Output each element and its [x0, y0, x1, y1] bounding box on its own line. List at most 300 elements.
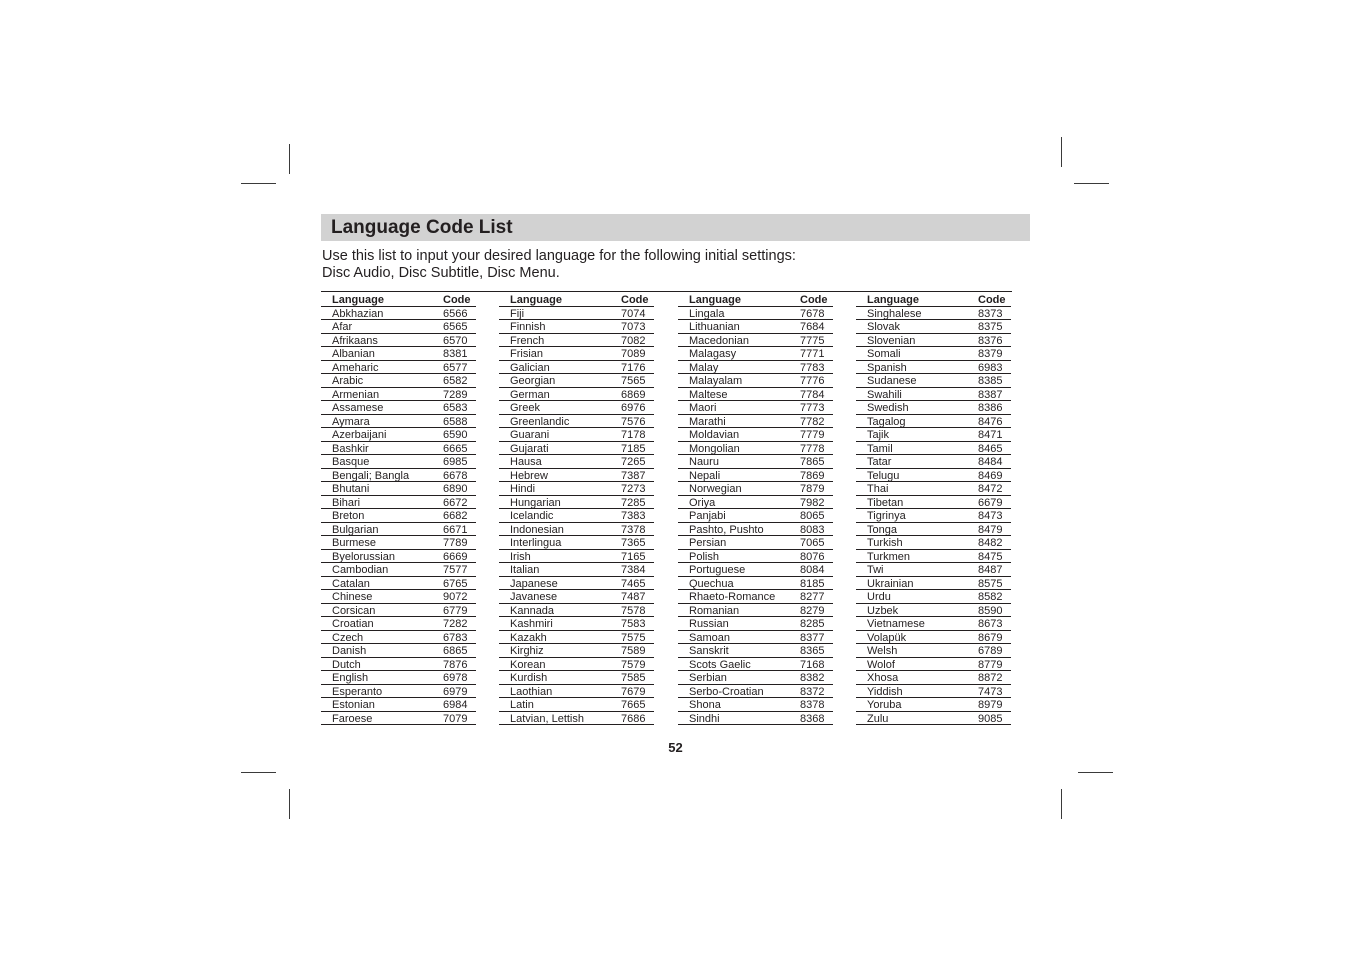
language-name: Corsican [332, 604, 376, 617]
table-row [321, 482, 476, 496]
language-code: 7778 [800, 442, 825, 455]
language-name: Polish [689, 550, 719, 563]
language-name: Sanskrit [689, 645, 729, 657]
language-name: Javanese [510, 591, 558, 603]
language-code: 6671 [443, 523, 468, 536]
table-column [321, 293, 476, 725]
table-row [856, 388, 1011, 402]
language-name: Dutch [332, 658, 361, 671]
language-code: 8471 [978, 429, 1003, 441]
language-code: 8575 [978, 577, 1003, 590]
table-row [678, 469, 833, 483]
language-code: 7771 [800, 348, 825, 360]
table-row [856, 442, 1011, 456]
language-code: 8487 [978, 564, 1003, 576]
language-code: 6566 [443, 307, 468, 320]
language-name: Latin [510, 699, 534, 711]
language-name: Galician [510, 361, 550, 374]
crop-mark [241, 183, 276, 184]
table-row [856, 374, 1011, 388]
table-row [856, 334, 1011, 348]
language-code: 7684 [800, 321, 825, 333]
language-code: 7178 [621, 429, 646, 441]
table-row [678, 455, 833, 469]
language-code: 6672 [443, 496, 468, 509]
language-code: 8365 [800, 645, 825, 657]
language-code: 8872 [978, 672, 1003, 684]
table-row [499, 347, 654, 361]
table-top-rule [321, 291, 1012, 292]
table-column [678, 293, 833, 725]
language-name: Tatar [867, 456, 892, 468]
language-code: 6869 [621, 388, 646, 401]
language-code: 6679 [978, 496, 1003, 509]
language-code: 7773 [800, 402, 825, 414]
language-name: Samoan [689, 631, 730, 644]
language-code: 7779 [800, 429, 825, 441]
table-row [678, 482, 833, 496]
table-row [321, 698, 476, 712]
language-name: Somali [867, 348, 901, 360]
table-row [321, 415, 476, 429]
table-row [499, 671, 654, 685]
table-row [321, 631, 476, 645]
table-row [856, 698, 1011, 712]
language-name: Rhaeto-Romance [689, 591, 776, 603]
language-name: Sindhi [689, 712, 720, 725]
table-row [499, 482, 654, 496]
language-name: Thai [867, 483, 889, 495]
language-code: 7065 [800, 537, 825, 549]
table-row [678, 604, 833, 618]
table-row [678, 550, 833, 564]
table-row [321, 334, 476, 348]
table-row [678, 617, 833, 631]
table-row [856, 347, 1011, 361]
table-row [321, 496, 476, 510]
table-row [499, 388, 654, 402]
table-row [678, 347, 833, 361]
table-row [678, 415, 833, 429]
language-code: 8379 [978, 348, 1003, 360]
language-name: Georgian [510, 375, 556, 387]
table-row [499, 631, 654, 645]
language-code: 8377 [800, 631, 825, 644]
table-row [321, 523, 476, 537]
language-name: Fiji [510, 307, 525, 320]
language-code: 8590 [978, 604, 1003, 617]
table-row [499, 361, 654, 375]
table-row [856, 496, 1011, 510]
language-code: 8673 [978, 618, 1003, 630]
language-name: Malay [689, 361, 719, 374]
language-code: 8381 [443, 348, 468, 360]
table-row [678, 698, 833, 712]
language-name: Latvian, Lettish [510, 712, 584, 725]
language-name: Telugu [867, 469, 900, 482]
table-row [321, 536, 476, 550]
language-name: Yiddish [867, 685, 903, 698]
table-row [856, 671, 1011, 685]
language-name: Basque [332, 456, 370, 468]
language-code: 7378 [621, 523, 646, 536]
language-code: 7982 [800, 496, 825, 509]
language-name: Interlingua [510, 537, 562, 549]
table-row [321, 320, 476, 334]
language-name: Xhosa [867, 672, 899, 684]
header-language: Language [867, 294, 919, 306]
table-row [678, 307, 833, 321]
language-name: Tamil [867, 442, 893, 455]
language-name: Ukrainian [867, 577, 914, 590]
language-code: 8382 [800, 672, 825, 684]
table-row [856, 307, 1011, 321]
language-name: Norwegian [689, 483, 742, 495]
language-name: Tajik [867, 429, 890, 441]
language-code: 6890 [443, 483, 468, 495]
language-name: Slovak [867, 321, 901, 333]
table-row [499, 496, 654, 510]
table-row [321, 347, 476, 361]
language-name: Malagasy [689, 348, 737, 360]
language-name: Uzbek [867, 604, 899, 617]
table-row [499, 334, 654, 348]
language-code: 7589 [621, 645, 646, 657]
table-row [678, 428, 833, 442]
language-code: 7285 [621, 496, 646, 509]
table-row [856, 401, 1011, 415]
table-row [499, 698, 654, 712]
table-row [678, 509, 833, 523]
language-name: Hebrew [510, 469, 548, 482]
language-code: 7089 [621, 348, 646, 360]
language-code: 7789 [443, 537, 468, 549]
table-row [678, 685, 833, 699]
language-name: Hungarian [510, 496, 561, 509]
table-row [856, 658, 1011, 672]
language-name: Nepali [689, 469, 721, 482]
language-code: 7665 [621, 699, 646, 711]
language-code: 6765 [443, 577, 468, 590]
language-name: Arabic [332, 375, 364, 387]
crop-mark [289, 789, 290, 819]
language-name: Kannada [510, 604, 555, 617]
table-row [321, 550, 476, 564]
language-code: 7579 [621, 658, 646, 671]
table-row [856, 563, 1011, 577]
language-code: 6570 [443, 334, 468, 347]
table-row [499, 442, 654, 456]
language-name: Ameharic [332, 361, 379, 374]
language-code: 7678 [800, 307, 825, 320]
table-row [856, 631, 1011, 645]
language-name: Indonesian [510, 523, 564, 536]
language-name: Romanian [689, 604, 740, 617]
table-row [321, 509, 476, 523]
language-name: Icelandic [510, 510, 554, 522]
table-row [499, 563, 654, 577]
table-row [678, 563, 833, 577]
language-name: Bulgarian [332, 523, 379, 536]
language-code: 7776 [800, 375, 825, 387]
language-name: Serbian [689, 672, 727, 684]
language-name: Kazakh [510, 631, 547, 644]
table-row [678, 658, 833, 672]
table-row [499, 712, 654, 726]
table-row [856, 577, 1011, 591]
language-code: 9085 [978, 712, 1003, 725]
language-code: 7465 [621, 577, 646, 590]
language-name: Finnish [510, 321, 546, 333]
language-code: 7585 [621, 672, 646, 684]
language-code: 6565 [443, 321, 468, 333]
table-row [856, 523, 1011, 537]
table-row [321, 307, 476, 321]
table-row [678, 577, 833, 591]
language-name: Lithuanian [689, 321, 740, 333]
table-row [321, 374, 476, 388]
table-row [499, 428, 654, 442]
language-code: 7383 [621, 510, 646, 522]
table-row [321, 604, 476, 618]
table-row [499, 307, 654, 321]
table-row [856, 509, 1011, 523]
language-name: Gujarati [510, 442, 549, 455]
language-name: Hindi [510, 483, 536, 495]
language-name: Yoruba [867, 699, 902, 711]
language-name: Persian [689, 537, 727, 549]
language-name: Bihari [332, 496, 361, 509]
language-code: 8368 [800, 712, 825, 725]
language-name: Oriya [689, 496, 716, 509]
language-name: Kirghiz [510, 645, 544, 657]
language-code: 6783 [443, 631, 468, 644]
crop-mark [241, 772, 276, 773]
table-row [678, 536, 833, 550]
language-code: 8065 [800, 510, 825, 522]
language-code: 7273 [621, 483, 646, 495]
language-name: Kurdish [510, 672, 548, 684]
table-row [678, 523, 833, 537]
language-code: 7782 [800, 415, 825, 428]
table-row [499, 604, 654, 618]
language-code: 8385 [978, 375, 1003, 387]
table-row [321, 388, 476, 402]
language-code: 7082 [621, 334, 646, 347]
language-name: Marathi [689, 415, 726, 428]
language-code: 7168 [800, 658, 825, 671]
language-code: 7387 [621, 469, 646, 482]
language-code: 7079 [443, 712, 468, 725]
language-name: Welsh [867, 645, 898, 657]
language-code: 6583 [443, 402, 468, 414]
language-code: 8484 [978, 456, 1003, 468]
table-row [856, 685, 1011, 699]
language-code: 6984 [443, 699, 468, 711]
table-row [321, 658, 476, 672]
language-code: 7775 [800, 334, 825, 347]
language-code: 8277 [800, 591, 825, 603]
language-code: 8375 [978, 321, 1003, 333]
table-row [678, 496, 833, 510]
language-code: 6582 [443, 375, 468, 387]
table-row [856, 550, 1011, 564]
language-name: Tonga [867, 523, 897, 536]
language-name: Albanian [332, 348, 375, 360]
language-code: 7783 [800, 361, 825, 374]
language-code: 8679 [978, 631, 1003, 644]
language-code: 6978 [443, 672, 468, 684]
language-name: Catalan [332, 577, 370, 590]
language-name: Slovenian [867, 334, 916, 347]
language-code: 7365 [621, 537, 646, 549]
language-code: 8285 [800, 618, 825, 630]
language-code: 6985 [443, 456, 468, 468]
language-code: 8378 [800, 699, 825, 711]
table-row [856, 415, 1011, 429]
language-code: 7289 [443, 388, 468, 401]
language-name: Tigrinya [867, 510, 906, 522]
intro-line: Disc Audio, Disc Subtitle, Disc Menu. [322, 265, 560, 281]
language-name: Portuguese [689, 564, 746, 576]
language-code: 8084 [800, 564, 825, 576]
language-name: Russian [689, 618, 729, 630]
language-name: Byelorussian [332, 550, 395, 563]
language-name: Esperanto [332, 685, 383, 698]
language-name: Estonian [332, 699, 375, 711]
page-title: Language Code List [331, 217, 513, 238]
intro-text [322, 248, 796, 282]
table-row [678, 631, 833, 645]
crop-mark [1074, 183, 1109, 184]
language-name: Panjabi [689, 510, 726, 522]
table-row [856, 428, 1011, 442]
language-code: 6665 [443, 442, 468, 455]
language-code: 7282 [443, 618, 468, 630]
language-name: Abkhazian [332, 307, 384, 320]
language-name: Breton [332, 510, 365, 522]
table-row [499, 536, 654, 550]
language-name: Italian [510, 564, 540, 576]
table-row [321, 563, 476, 577]
table-row [856, 361, 1011, 375]
table-row [678, 401, 833, 415]
table-row [678, 590, 833, 604]
table-row [321, 361, 476, 375]
language-code: 6678 [443, 469, 468, 482]
table-row [321, 617, 476, 631]
language-name: Burmese [332, 537, 377, 549]
language-code: 8386 [978, 402, 1003, 414]
table-row [856, 469, 1011, 483]
language-code: 7869 [800, 469, 825, 482]
table-row [321, 577, 476, 591]
language-code: 7679 [621, 685, 646, 698]
language-code: 8473 [978, 510, 1003, 522]
table-column [499, 293, 654, 725]
language-code: 7265 [621, 456, 646, 468]
language-name: Nauru [689, 456, 719, 468]
language-name: Wolof [867, 658, 895, 671]
language-name: French [510, 334, 545, 347]
language-name: Kashmiri [510, 618, 553, 630]
language-name: Spanish [867, 361, 907, 374]
language-name: Korean [510, 658, 546, 671]
header-language: Language [689, 294, 741, 306]
table-row [678, 388, 833, 402]
table-row [499, 617, 654, 631]
header-code: Code [800, 294, 828, 306]
language-code: 7575 [621, 631, 646, 644]
language-code: 7876 [443, 658, 468, 671]
language-code: 8076 [800, 550, 825, 563]
language-code: 7879 [800, 483, 825, 495]
language-code: 7185 [621, 442, 646, 455]
table-row [499, 577, 654, 591]
language-name: Maltese [689, 388, 728, 401]
language-name: Shona [689, 699, 721, 711]
table-row [678, 320, 833, 334]
language-code: 8472 [978, 483, 1003, 495]
language-name: Aymara [332, 415, 370, 428]
table-row [678, 334, 833, 348]
language-name: Vietnamese [867, 618, 925, 630]
language-name: Bengali; Bangla [332, 469, 410, 482]
table-row [856, 455, 1011, 469]
language-name: Pashto, Pushto [689, 523, 764, 536]
language-name: Singhalese [867, 307, 922, 320]
language-name: Zulu [867, 712, 889, 725]
language-code: 8476 [978, 415, 1003, 428]
language-code: 8279 [800, 604, 825, 617]
language-name: Irish [510, 550, 531, 563]
table-row [499, 374, 654, 388]
language-code: 7576 [621, 415, 646, 428]
table-row [499, 401, 654, 415]
language-code: 8779 [978, 658, 1003, 671]
language-code: 6779 [443, 604, 468, 617]
table-row [499, 469, 654, 483]
language-name: Lingala [689, 307, 725, 320]
table-row [856, 617, 1011, 631]
language-name: Chinese [332, 591, 373, 603]
language-code: 6983 [978, 361, 1003, 374]
table-row [856, 604, 1011, 618]
language-code: 8372 [800, 685, 825, 698]
language-name: Czech [332, 631, 364, 644]
language-code: 8582 [978, 591, 1003, 603]
language-name: Azerbaijani [332, 429, 387, 441]
table-row [678, 712, 833, 726]
table-row [856, 590, 1011, 604]
header-code: Code [978, 294, 1006, 306]
language-name: Cambodian [332, 564, 389, 576]
table-row [499, 523, 654, 537]
language-code: 8469 [978, 469, 1003, 482]
language-code: 8475 [978, 550, 1003, 563]
language-code: 6976 [621, 402, 646, 414]
language-name: Malayalam [689, 375, 743, 387]
language-code: 8482 [978, 537, 1003, 549]
language-code: 6588 [443, 415, 468, 428]
table-row [856, 536, 1011, 550]
table-row [499, 550, 654, 564]
language-name: Scots Gaelic [689, 658, 751, 671]
language-name: Quechua [689, 577, 734, 590]
language-name: Tibetan [867, 496, 904, 509]
language-code: 7176 [621, 361, 646, 374]
table-row [856, 712, 1011, 726]
